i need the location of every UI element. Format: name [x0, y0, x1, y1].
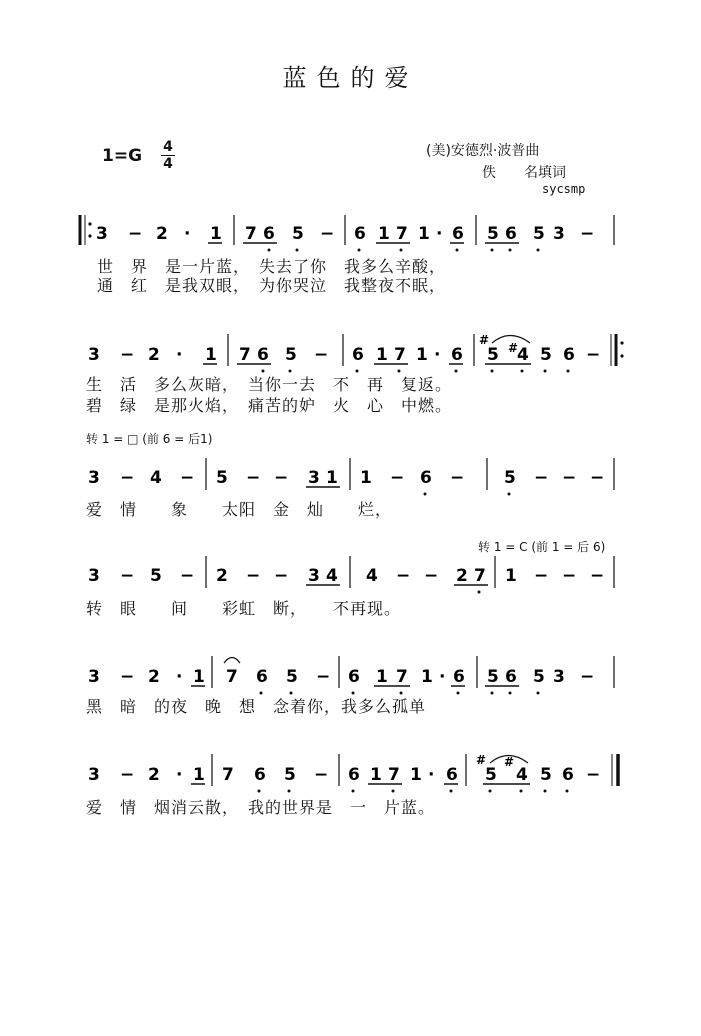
svg-text:2: 2 — [148, 667, 160, 687]
svg-text:·: · — [434, 345, 441, 365]
lyric-line: 黑 暗 的夜 晚 想 念着你，我多么孤单 — [86, 697, 427, 716]
system-1 — [0, 0, 614, 252]
svg-text:1: 1 — [376, 345, 388, 365]
svg-text:1: 1 — [205, 345, 217, 365]
lyric-line: 碧 绿 是那火焰， 痛苦的妒 火 心 中燃。 — [86, 396, 453, 415]
composer-credit: (美)安德烈·波普曲 — [426, 143, 540, 159]
svg-text:4: 4 — [326, 566, 338, 586]
svg-text:1: 1 — [376, 667, 388, 687]
svg-text:−: − — [424, 566, 439, 586]
svg-text:1: 1 — [326, 468, 338, 488]
lyric-line: 世 界 是一片蓝， 失去了你 我多么辛酸， — [97, 257, 447, 276]
svg-text:1: 1 — [210, 224, 222, 244]
svg-text:6: 6 — [263, 224, 275, 244]
song-title: 蓝色的爱 — [282, 64, 419, 92]
svg-text:1: 1 — [378, 224, 390, 244]
svg-text:#: # — [504, 755, 515, 769]
svg-text:7: 7 — [396, 667, 408, 687]
svg-text:−: − — [534, 566, 549, 586]
svg-text:5: 5 — [286, 667, 298, 687]
svg-text:3: 3 — [308, 468, 320, 488]
time-signature-top: 4 — [163, 139, 173, 155]
svg-text:6: 6 — [505, 224, 517, 244]
svg-text:·: · — [436, 224, 443, 244]
svg-text:5: 5 — [533, 667, 545, 687]
svg-text:6: 6 — [352, 345, 364, 365]
svg-text:−: − — [120, 765, 135, 785]
svg-text:3: 3 — [88, 765, 100, 785]
svg-text:5: 5 — [284, 765, 296, 785]
key-signature: 1=G — [102, 146, 143, 166]
svg-text:−: − — [274, 468, 289, 488]
svg-text:−: − — [246, 468, 261, 488]
svg-text:−: − — [396, 566, 411, 586]
svg-text:·: · — [184, 224, 191, 244]
svg-text:1: 1 — [360, 468, 372, 488]
svg-text:−: − — [314, 765, 329, 785]
svg-text:·: · — [428, 765, 435, 785]
svg-text:−: − — [274, 566, 289, 586]
svg-text:6: 6 — [420, 468, 432, 488]
svg-text:1: 1 — [410, 765, 422, 785]
svg-text:2: 2 — [156, 224, 168, 244]
modulation-marking: 转 1 = □ (前 6 = 后1) — [86, 432, 213, 446]
lyric-line: 转 眼 间 彩虹 断， 不再现。 — [86, 599, 402, 618]
svg-text:6: 6 — [451, 345, 463, 365]
svg-text:−: − — [128, 224, 143, 244]
svg-text:6: 6 — [354, 224, 366, 244]
svg-text:6: 6 — [562, 765, 574, 785]
svg-text:−: − — [390, 468, 405, 488]
svg-text:7: 7 — [245, 224, 257, 244]
svg-text:1: 1 — [193, 667, 205, 687]
lyric-line: 爱 情 象 太阳 金 灿 烂， — [86, 500, 393, 519]
system-3 — [0, 0, 614, 496]
svg-text:2: 2 — [148, 765, 160, 785]
lyric-line: 通 红 是我双眼， 为你哭泣 我整夜不眠， — [97, 276, 447, 295]
svg-text:−: − — [316, 667, 331, 687]
svg-text:−: − — [590, 566, 605, 586]
svg-text:7: 7 — [226, 667, 238, 687]
svg-text:5: 5 — [487, 224, 499, 244]
svg-text:6: 6 — [254, 765, 266, 785]
svg-text:2: 2 — [456, 566, 468, 586]
svg-text:6: 6 — [563, 345, 575, 365]
svg-text:−: − — [590, 468, 605, 488]
svg-text:2: 2 — [216, 566, 228, 586]
svg-text:4: 4 — [366, 566, 378, 586]
svg-text:−: − — [120, 345, 135, 365]
svg-text:−: − — [562, 468, 577, 488]
svg-text:1: 1 — [418, 224, 430, 244]
svg-text:5: 5 — [216, 468, 228, 488]
svg-text:−: − — [580, 224, 595, 244]
svg-text:5: 5 — [487, 345, 499, 365]
svg-text:5: 5 — [285, 345, 297, 365]
modulation-marking: 转 1 = C (前 1 = 后 6) — [478, 540, 606, 554]
svg-text:·: · — [176, 765, 183, 785]
svg-text:4: 4 — [517, 345, 529, 365]
svg-text:−: − — [180, 468, 195, 488]
svg-text:4: 4 — [516, 765, 528, 785]
svg-text:7: 7 — [474, 566, 486, 586]
svg-text:7: 7 — [222, 765, 234, 785]
svg-text:#: # — [476, 753, 487, 767]
svg-text:3: 3 — [553, 667, 565, 687]
svg-text:#: # — [508, 341, 519, 355]
system-2 — [0, 0, 624, 373]
svg-text:6: 6 — [257, 345, 269, 365]
svg-text:5: 5 — [504, 468, 516, 488]
svg-text:−: − — [314, 345, 329, 365]
svg-text:3: 3 — [553, 224, 565, 244]
svg-text:6: 6 — [348, 667, 360, 687]
svg-text:5: 5 — [533, 224, 545, 244]
svg-text:#: # — [479, 333, 490, 347]
svg-text:6: 6 — [348, 765, 360, 785]
svg-text:1: 1 — [421, 667, 433, 687]
svg-text:−: − — [580, 667, 595, 687]
svg-text:2: 2 — [148, 345, 160, 365]
svg-text:7: 7 — [239, 345, 251, 365]
svg-text:4: 4 — [150, 468, 162, 488]
svg-text:6: 6 — [256, 667, 268, 687]
svg-text:6: 6 — [453, 667, 465, 687]
svg-text:7: 7 — [394, 345, 406, 365]
lyricist-credit: 佚 名填词 — [482, 165, 566, 181]
svg-text:5: 5 — [540, 765, 552, 785]
svg-text:−: − — [562, 566, 577, 586]
svg-text:5: 5 — [485, 765, 497, 785]
svg-text:6: 6 — [446, 765, 458, 785]
svg-text:7: 7 — [388, 765, 400, 785]
svg-text:−: − — [120, 667, 135, 687]
lyric-line: 生 活 多么灰暗， 当你一去 不 再 复返。 — [86, 375, 453, 394]
svg-text:5: 5 — [292, 224, 304, 244]
svg-text:−: − — [586, 765, 601, 785]
svg-text:5: 5 — [487, 667, 499, 687]
svg-text:3: 3 — [96, 224, 108, 244]
svg-text:3: 3 — [88, 468, 100, 488]
svg-text:−: − — [120, 468, 135, 488]
svg-text:−: − — [586, 345, 601, 365]
svg-text:1: 1 — [193, 765, 205, 785]
svg-text:·: · — [439, 667, 446, 687]
svg-text:−: − — [450, 468, 465, 488]
svg-text:·: · — [176, 667, 183, 687]
svg-text:−: − — [180, 566, 195, 586]
svg-text:3: 3 — [88, 667, 100, 687]
svg-text:−: − — [246, 566, 261, 586]
svg-text:3: 3 — [88, 566, 100, 586]
svg-text:6: 6 — [505, 667, 517, 687]
svg-text:3: 3 — [88, 345, 100, 365]
svg-text:3: 3 — [308, 566, 320, 586]
svg-text:5: 5 — [540, 345, 552, 365]
svg-text:7: 7 — [396, 224, 408, 244]
svg-text:6: 6 — [452, 224, 464, 244]
svg-text:−: − — [120, 566, 135, 586]
svg-text:1: 1 — [370, 765, 382, 785]
time-signature-bottom: 4 — [163, 156, 173, 172]
svg-text:−: − — [320, 224, 335, 244]
svg-text:·: · — [176, 345, 183, 365]
uploader-tag: sycsmp — [542, 182, 586, 196]
svg-text:5: 5 — [150, 566, 162, 586]
lyric-line: 爱 情 烟消云散， 我的世界是 一 片蓝。 — [86, 798, 436, 817]
svg-text:1: 1 — [416, 345, 428, 365]
svg-text:1: 1 — [505, 566, 517, 586]
svg-text:−: − — [534, 468, 549, 488]
